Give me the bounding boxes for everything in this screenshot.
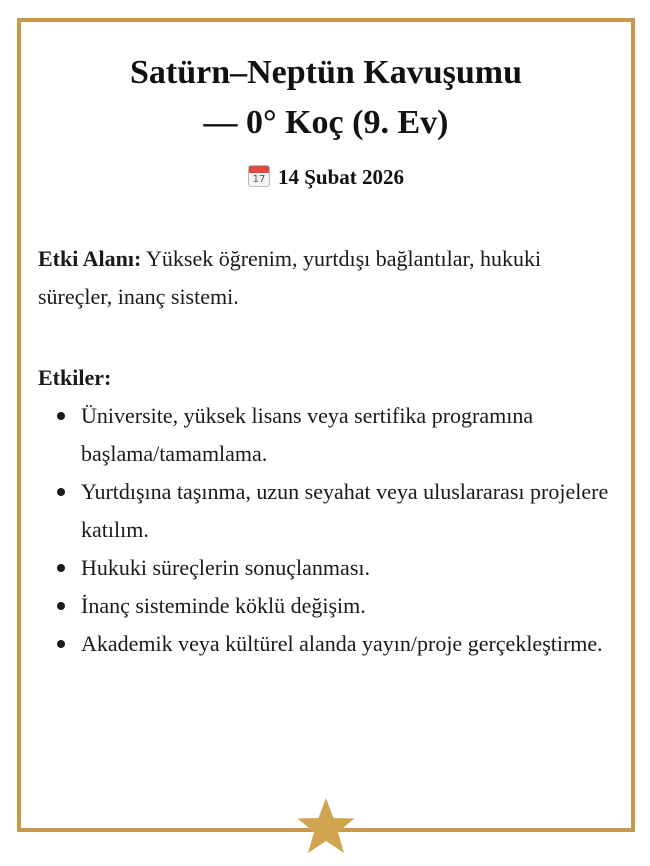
calendar-icon-header [249,166,269,173]
bullet-icon [57,640,65,648]
scope-label: Etki Alanı: [38,246,142,271]
effects-heading: Etkiler: [38,365,112,390]
list-item-text: İnanç sisteminde köklü değişim. [81,593,366,618]
bullet-icon [57,602,65,610]
list-item [57,587,617,625]
list-item-text: Üniversite, yüksek lisans veya sertifika programına başlama/tamamlama. [81,403,534,466]
list-item [57,625,617,663]
scope-paragraph [38,240,608,316]
bullet-icon [57,564,65,572]
list-item [57,473,617,549]
list-item [57,397,617,473]
calendar-icon-day: 17 [252,174,266,185]
date-line [17,162,635,192]
scope-text: Yüksek öğrenim, yurtdışı bağlantılar, hukuki süreçler, inanç sistemi. [38,246,542,309]
star-shape [298,798,355,853]
bullet-icon [57,488,65,496]
list-item-text: Akademik veya kültürel alanda yayın/proje gerçekleştirme. [81,631,603,656]
title-line-1: Satürn–Neptün Kavuşumu [129,54,523,91]
effects-list [57,397,617,663]
list-item-text: Yurtdışına taşınma, uzun seyahat veya uluslararası projelere katılım. [81,479,609,542]
event-date: 14 Şubat 2026 [277,165,405,189]
star-icon [296,797,356,855]
calendar-icon [248,165,270,187]
page-title [17,48,635,148]
title-line-2: — 0° Koç (9. Ev) [203,104,449,141]
bullet-icon [57,412,65,420]
list-item [57,549,617,587]
list-item-text: Hukuki süreçlerin sonuçlanması. [81,555,370,580]
